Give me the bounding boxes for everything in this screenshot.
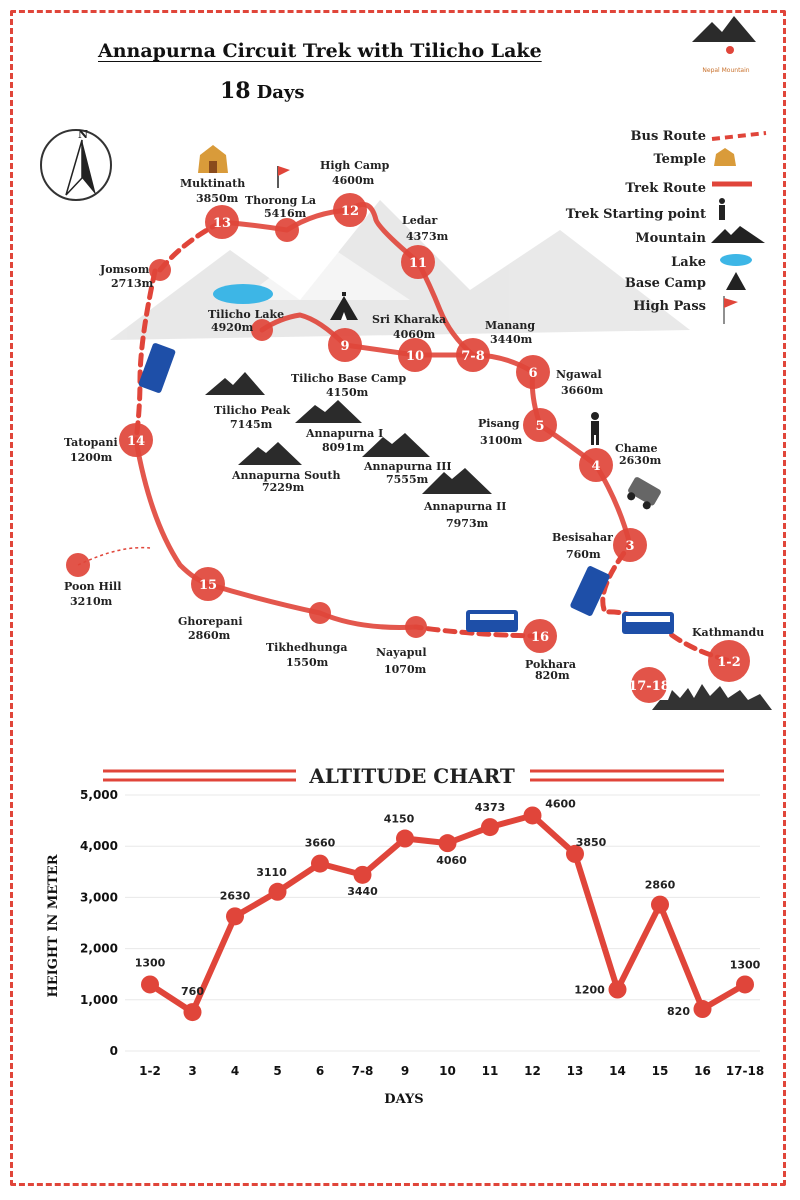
peak-altitude: 7555m [386,473,429,486]
stop-marker-poon-hill [66,553,90,577]
stop-name-poon-hill: Poon Hill [64,580,122,593]
stop-number: 15 [198,578,218,593]
altitude-data-label: 760 [181,985,204,999]
altitude-point [736,975,754,993]
stop-altitude: 820m [535,669,570,682]
x-tick-labels [139,1064,764,1078]
peak-altitude: 7229m [262,481,305,494]
peak-name-annapurna-south: Annapurna South [232,469,341,482]
tilicho-lake-icon [213,284,273,304]
altitude-point [141,975,159,993]
stop-name-nayapul: Nayapul [376,646,427,659]
stop-name-tilicho-lake: Tilicho Lake [208,308,285,321]
altitude-point [396,830,414,848]
altitude-data-label: 820 [667,1005,690,1019]
temple-icon [198,145,228,173]
peak-name-tilicho-peak: Tilicho Peak [214,404,291,417]
x-tick-label: 17-18 [725,1064,765,1078]
legend-label-trek-route: Trek Route [625,181,706,196]
x-tick-label: 5 [273,1064,282,1078]
stop-number: 11 [408,256,428,271]
altitude-point [184,1003,202,1021]
x-tick-label: 14 [609,1064,626,1078]
stop-name-high-camp: High Camp [320,159,390,172]
y-tick-label: 5,000 [80,788,118,802]
altitude-data-label: 2860 [644,878,676,892]
stop-name-ledar: Ledar [402,214,438,227]
bus-route-line [712,133,766,139]
legend-mountain-icon [711,226,765,243]
logo [692,16,756,74]
legend-label-base-camp: Base Camp [624,276,706,291]
x-tick-label: 12 [524,1064,541,1078]
x-tick-label: 3 [188,1064,197,1078]
altitude-point [524,806,542,824]
stop-number: 14 [126,434,146,449]
altitude-point [269,883,287,901]
stop-name-kathmandu: Kathmandu [692,626,765,639]
y-tick-label: 2,000 [80,941,118,956]
x-tick-label: 6 [315,1064,325,1078]
stop-name-pisang: Pisang [478,417,520,430]
x-tick-label: 1-2 [139,1064,161,1078]
legend-temple-icon [714,148,736,166]
stop-altitude: 5416m [264,207,307,220]
stop-number: 3 [625,539,635,554]
altitude-point [439,834,457,852]
legend-tent-icon [726,272,746,290]
y-tick-label: 0 [109,1044,118,1058]
logo-text: Nepal Mountain [702,67,750,74]
legend-hiker-icon [719,198,725,220]
stop-number: 7-8 [461,349,485,364]
x-tick-label: 15 [651,1064,669,1078]
altitude-data-label: 3110 [256,865,287,879]
y-axis-title: HEIGHT IN METER [46,854,61,998]
x-tick-label: 7-8 [351,1064,374,1078]
stop-number: 10 [405,349,425,364]
legend-lake-icon [720,254,752,266]
kathmandu-skyline [652,684,772,710]
stop-altitude: 3440m [490,333,533,346]
stop-altitude: 1070m [384,663,427,676]
stop-marker-nayapul [405,616,427,638]
page-title: Annapurna Circuit Trek with Tilicho Lake [98,40,542,62]
legend-label-mountain: Mountain [635,231,706,246]
altitude-point [651,896,669,914]
stop-name-tikhedhunga: Tikhedhunga [266,641,348,654]
stop-altitude: 4060m [393,328,436,341]
stop-altitude: 3210m [70,595,113,608]
stop-number: 13 [212,216,232,231]
y-tick-label: 3,000 [80,890,118,905]
compass-icon [41,128,111,200]
legend-label-trek-starting-point: Trek Starting point [565,207,706,222]
stop-altitude: 3100m [480,434,523,447]
x-tick-label: 16 [694,1064,711,1078]
days-label: Days [256,82,305,103]
x-tick-label: 10 [439,1064,456,1078]
stop-number: 4 [591,459,601,474]
altitude-data-label: 4060 [436,854,467,868]
legend-flag-icon [724,296,738,324]
altitude-point [354,866,372,884]
stop-number: 12 [340,204,360,219]
legend-label-temple: Temple [653,152,706,167]
altitude-data-label: 4373 [474,801,506,815]
days-number: 18 [220,78,251,104]
stop-altitude: 4373m [406,230,449,243]
stop-name-tatopani: Tatopani [64,436,118,449]
y-tick-label: 1,000 [80,992,118,1007]
x-tick-label: 13 [566,1064,584,1078]
altitude-data-label: 4600 [545,797,576,811]
stop-name-ngawal: Ngawal [556,368,602,381]
peak-altitude: 7973m [446,517,489,530]
x-tick-label: 11 [481,1064,499,1078]
stop-marker-thorong-la [275,218,299,242]
peak-name-annapurna-iii: Annapurna III [364,460,452,473]
hiker-icon [591,412,599,445]
stop-altitude: 4920m [211,321,254,334]
stop-name-muktinath: Muktinath [180,177,246,190]
stop-number: 1-2 [717,655,741,670]
stop-altitude: 4600m [332,174,375,187]
stop-name-jomsom: Jomsom [100,263,150,276]
x-tick-label: 4 [230,1064,240,1078]
stop-name-manang: Manang [485,319,536,332]
peak-name-annapurna-i: Annapurna I [306,427,384,440]
altitude-data-label: 2630 [219,889,251,903]
stop-number: 17-18 [628,679,670,694]
compass-north-label: N [77,128,89,141]
x-axis-title: DAYS [384,1092,424,1107]
peak-altitude: 7145m [230,418,273,431]
altitude-data-label: 3850 [575,835,607,849]
flag-icon [278,166,290,188]
stop-altitude: 1200m [70,451,113,464]
altitude-data-label: 1300 [134,956,166,970]
altitude-data-label: 3660 [304,836,336,850]
altitude-data-label: 1200 [574,983,605,997]
legend-label-bus-route: Bus Route [630,129,706,144]
stop-altitude: 4150m [326,386,369,399]
stop-marker-tilicho-lake [251,319,273,341]
x-tick-label: 9 [400,1064,410,1078]
altitude-data-label: 4150 [383,812,415,826]
peak-name-annapurna-ii: Annapurna II [424,500,507,513]
altitude-point [694,1000,712,1018]
stop-altitude: 760m [566,548,601,561]
stop-altitude: 2630m [619,454,662,467]
altitude-point [609,981,627,999]
jeep-icon [624,476,662,512]
stop-altitude: 2713m [111,277,154,290]
stop-number: 5 [535,419,545,434]
peak-altitude: 8091m [322,441,365,454]
stop-altitude: 3850m [196,192,239,205]
stop-name-ghorepani: Ghorepani [178,615,243,628]
altitude-data-label: 1300 [729,958,761,972]
altitude-point [226,907,244,925]
stop-altitude: 2860m [188,629,231,642]
y-tick-label: 4,000 [80,839,118,854]
stop-number: 9 [340,339,350,354]
stop-number: 16 [530,630,550,645]
altitude-chart [0,750,800,1190]
stop-name-sri-kharaka: Sri Kharaka [372,313,447,326]
altitude-point [311,855,329,873]
stop-name-besisahar: Besisahar [552,531,613,544]
legend-label-lake: Lake [671,255,706,270]
legend-label-high-pass: High Pass [633,299,706,314]
stop-altitude: 1550m [286,656,329,669]
stop-name-thorong-la: Thorong La [245,194,317,207]
y-tick-labels [80,788,118,1058]
stop-name-pokhara: Pokhara [525,658,576,671]
stop-name-tilicho-base-camp: Tilicho Base Camp [291,372,407,385]
altitude-data-label: 3440 [347,884,378,898]
stop-name-chame: Chame [615,442,658,455]
stop-altitude: 3660m [561,384,604,397]
altitude-point [481,818,499,836]
chart-title: ALTITUDE CHART [309,764,515,788]
stop-number: 6 [528,366,538,381]
stop-marker-tikhedhunga [309,602,331,624]
